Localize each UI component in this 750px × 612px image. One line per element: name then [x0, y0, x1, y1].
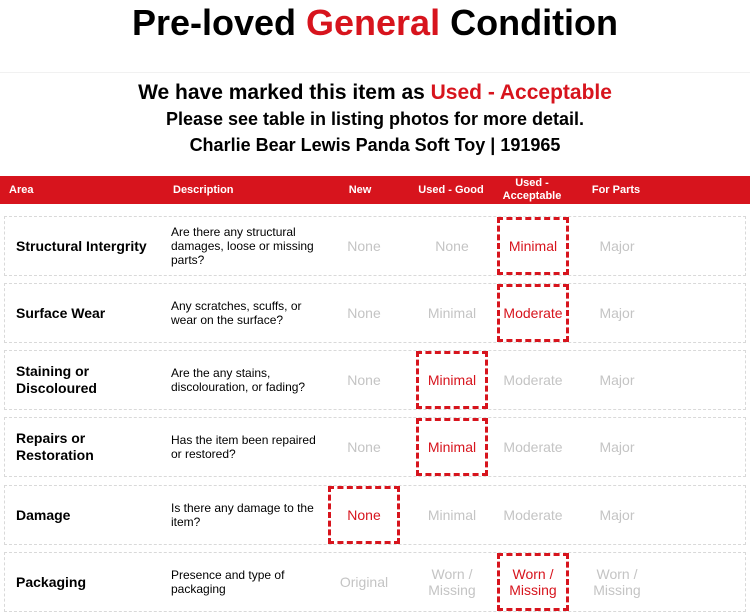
row-area: Repairs or Restoration [16, 430, 94, 463]
grade-cell-used-good: Minimal [416, 351, 488, 409]
row-area: Staining or Discoloured [16, 363, 97, 396]
marked-grade: Used - Acceptable [430, 81, 612, 104]
grade-cell-for-parts: Major [599, 372, 635, 388]
grade-cell-used-good: Worn / Missing [428, 566, 476, 598]
grade-cell-used-acceptable: Moderate [503, 372, 563, 388]
grade-cell-new: None [347, 372, 381, 388]
grade-cell-for-parts: Major [599, 507, 635, 523]
grade-cell-used-good: Minimal [427, 507, 477, 523]
grade-cell-used-good: Minimal [416, 418, 488, 476]
see-table-line: Please see table in listing photos for more detail. [165, 109, 585, 129]
marked-prefix: We have marked this item as [138, 81, 431, 104]
table-row [4, 417, 746, 477]
grade-cell-new: Original [339, 574, 389, 590]
grade-cell-used-acceptable: Worn / Missing [497, 553, 569, 611]
grade-cell-used-acceptable: Moderate [497, 284, 569, 342]
grade-cell-new: None [347, 305, 381, 321]
title-prefix: Pre-loved [131, 2, 307, 43]
title-suffix: Condition [440, 2, 619, 43]
table-header [0, 176, 750, 204]
item-name: Charlie Bear Lewis Panda Soft Toy | 191965 [189, 135, 561, 155]
grade-cell-for-parts: Major [599, 305, 635, 321]
marked-line [0, 80, 750, 106]
header-for-parts: For Parts [591, 183, 641, 196]
grade-cell-new: None [328, 486, 400, 544]
intro-block [0, 80, 750, 158]
row-description: Has the item been repaired or restored? [171, 433, 316, 461]
header-area: Area [9, 183, 34, 196]
row-description: Is there any damage to the item? [171, 501, 314, 529]
grade-cell-used-acceptable: Moderate [503, 507, 563, 523]
row-area: Packaging [16, 573, 87, 590]
header-used-acceptable: Used - Acceptable [502, 177, 562, 202]
grade-cell-new: None [347, 439, 381, 455]
grade-cell-for-parts: Worn / Missing [593, 566, 641, 598]
table-row [4, 552, 746, 612]
row-area: Surface Wear [16, 304, 106, 321]
header-description: Description [173, 183, 234, 196]
grade-cell-used-good: Minimal [427, 305, 477, 321]
title-accent: General [306, 2, 441, 43]
header-used-good: Used - Good [418, 183, 484, 196]
divider [0, 72, 750, 73]
row-area: Damage [16, 506, 71, 523]
grade-cell-used-acceptable: Minimal [497, 217, 569, 275]
grade-cell-used-good: None [435, 238, 469, 254]
row-description: Are the any stains, discolouration, or fading? [171, 366, 306, 394]
table-row [4, 216, 746, 276]
grade-cell-used-acceptable: Moderate [503, 439, 563, 455]
row-description: Any scratches, scuffs, or wear on the surface? [171, 299, 302, 327]
header-new: New [348, 183, 372, 196]
table-row [4, 283, 746, 343]
row-description: Are there any structural damages, loose or missing parts? [171, 225, 314, 267]
page-title [0, 0, 750, 46]
table-row [4, 485, 746, 545]
row-area: Structural Intergrity [16, 237, 147, 254]
grade-cell-new: None [347, 238, 381, 254]
grade-cell-for-parts: Major [599, 238, 635, 254]
row-description: Presence and type of packaging [171, 568, 285, 596]
grade-cell-for-parts: Major [599, 439, 635, 455]
table-row [4, 350, 746, 410]
